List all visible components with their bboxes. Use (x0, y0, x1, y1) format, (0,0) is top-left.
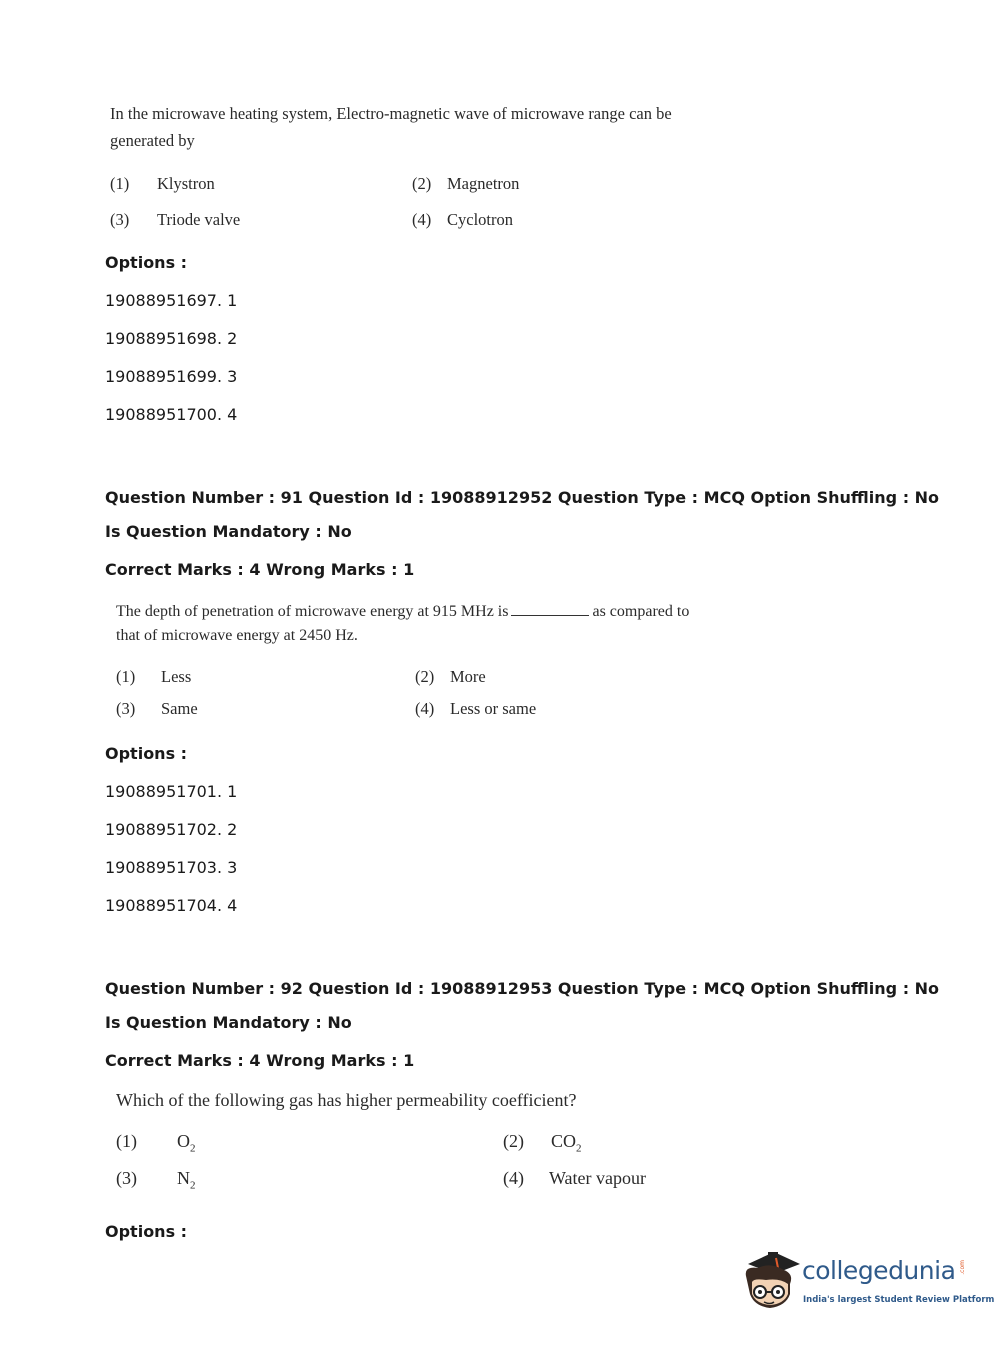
question-91-text: The depth of penetration of microwave energy at 915 MHz is as compared to that of microwave energy at 2450 Hz. (116, 603, 690, 644)
q91-choice-1-text: Less (161, 667, 192, 686)
q90-options-label: Options : (105, 253, 188, 272)
q91-choice-1-number: (1) (116, 667, 136, 686)
q92-choice-2-text: $CO_2$ (551, 1131, 582, 1155)
q92-choice-1-number: (1) (116, 1131, 137, 1151)
q92-choice-1-text: $O_2$ (177, 1131, 196, 1155)
q91-choice-3-text: Same (161, 699, 198, 718)
q92-marks: Correct Marks : 4 Wrong Marks : 1 (105, 1051, 415, 1070)
q92-options-label: Options : (105, 1222, 188, 1241)
q90-choice-2-text: Magnetron (447, 174, 520, 193)
q91-option-1: 19088951701. 1 (105, 782, 238, 801)
q90-choice-1-text: Klystron (157, 174, 215, 193)
q90-option-2: 19088951698. 2 (105, 329, 238, 348)
q91-choice-4-text: Less or same (450, 699, 537, 718)
q90-choice-3-text: Triode valve (157, 210, 241, 229)
logo-dotcom: .com (959, 1260, 966, 1275)
q90-choice-1-number: (1) (110, 174, 130, 193)
q90-choice-2-number: (2) (412, 174, 432, 193)
q90-option-1: 19088951697. 1 (105, 291, 238, 310)
logo-wordmark: collegedunia (802, 1256, 956, 1285)
q92-choice-3-number: (3) (116, 1168, 137, 1188)
q92-choice-2-number: (2) (503, 1131, 524, 1151)
q90-choice-4-number: (4) (412, 210, 432, 229)
q91-option-4: 19088951704. 4 (105, 896, 238, 915)
q91-choice-4-number: (4) (415, 699, 435, 718)
question-90-text: In the microwave heating system, Electro-magnetic wave of microwave range can be generated by (110, 104, 672, 150)
student-mascot-icon (740, 1248, 802, 1314)
q92-choice-4-number: (4) (503, 1168, 524, 1188)
logo-tagline: India's largest Student Review Platform (803, 1295, 995, 1305)
q90-option-4: 19088951700. 4 (105, 405, 238, 424)
q92-mandatory: Is Question Mandatory : No (105, 1013, 352, 1032)
q90-choice-4-text: Cyclotron (447, 210, 513, 229)
q91-choice-3-number: (3) (116, 699, 136, 718)
answer-blank (511, 601, 589, 616)
q92-meta-line: Question Number : 92 Question Id : 19088912953 Question Type : MCQ Option Shuffling : No (105, 979, 940, 998)
collegedunia-logo (740, 1248, 995, 1318)
question-92-text: Which of the following gas has higher permeability coefficient? (116, 1090, 577, 1110)
q91-choice-2-text: More (450, 667, 486, 686)
q91-option-3: 19088951703. 3 (105, 858, 238, 877)
q91-marks: Correct Marks : 4 Wrong Marks : 1 (105, 560, 415, 579)
q91-mandatory: Is Question Mandatory : No (105, 522, 352, 541)
q92-choice-3-text: $N_2$ (177, 1168, 196, 1192)
q92-choice-4-text: Water vapour (549, 1168, 647, 1188)
q90-choice-3-number: (3) (110, 210, 130, 229)
q91-options-label: Options : (105, 744, 188, 763)
q90-option-3: 19088951699. 3 (105, 367, 238, 386)
q91-meta-line: Question Number : 91 Question Id : 19088912952 Question Type : MCQ Option Shuffling : No (105, 488, 940, 507)
q91-option-2: 19088951702. 2 (105, 820, 238, 839)
q91-choice-2-number: (2) (415, 667, 435, 686)
